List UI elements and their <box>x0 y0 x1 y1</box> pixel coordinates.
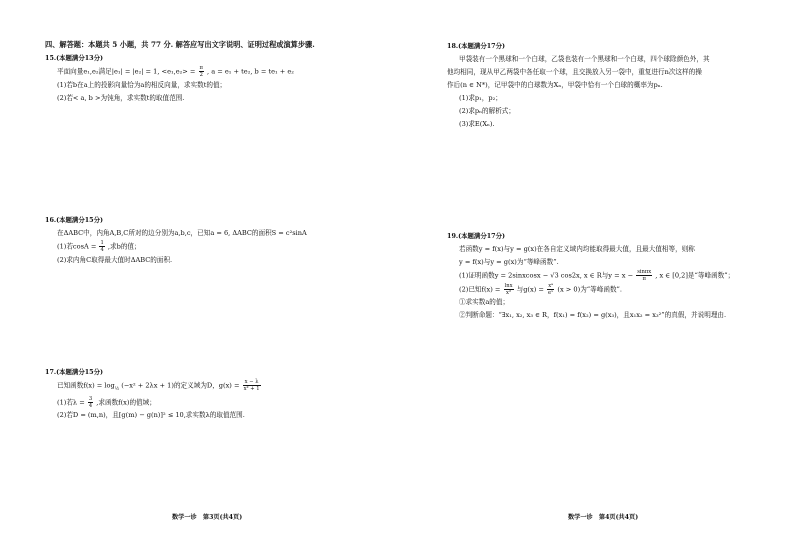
page-footer-right: 数学一诊 第4页(共4页) <box>568 514 639 521</box>
question-17-part1-post: ,求函数f(x)的值域； <box>96 398 156 407</box>
cos-denominator: 4 <box>100 247 104 253</box>
question-15-stem <box>45 65 385 79</box>
question-18-header: 18.(本题满分17分) <box>447 42 506 50</box>
question-19-part1-pre: (1)证明函数y = 2sinxcosx − √3 cos2x, x ∈ R与y = x − <box>459 271 634 280</box>
question-15-stem-tail: , a = e₁ + te₂, b = te₁ + e₂ <box>207 67 294 76</box>
sin-numerator: sinπx <box>637 269 652 275</box>
question-19-part2-mid: 与g(x) = <box>516 285 544 293</box>
g-numerator: x − λ <box>243 379 261 386</box>
question-18-line1: 甲袋装有一个黑球和一个白球，乙袋也装有一个黑球和一个白球，四个球除颜色外，其 <box>459 55 710 63</box>
f-fraction <box>504 283 514 296</box>
angle-fraction <box>199 65 204 78</box>
cos-numerator: 1 <box>100 240 104 246</box>
right-page <box>400 0 800 549</box>
question-19 <box>447 230 787 322</box>
question-16-header: 16.(本题满分15分) <box>45 216 104 224</box>
sin-fraction <box>636 269 652 282</box>
question-19-part2-post: (x > 0)为“等峰函数”. <box>557 285 623 293</box>
question-15-part2: (2)若< a, b >为钝角，求实数t的取值范围. <box>57 93 185 102</box>
question-16-part2: (2)求内角C取得最大值时ΔABC的面积. <box>57 255 173 264</box>
g2-fraction <box>547 283 554 296</box>
angle-denominator: 2 <box>199 72 203 78</box>
question-16-stem: 在ΔABC中，内角A,B,C所对的边分别为a,b,c，已知a = 6, ΔABC的面积S = c²sinA <box>57 229 307 237</box>
g-fraction <box>243 379 261 392</box>
question-15-part1: (1)若b在a上的投影向量恰为a的相反向量，求实数t的值； <box>57 80 227 89</box>
g2-numerator: xᵃ <box>548 282 554 289</box>
question-19-stem1: 若函数y = f(x)与y = g(x)在各自定义域内均能取得最大值，且最大值相等，则称 <box>459 245 695 253</box>
question-16-part1-pre: (1)若cosA = <box>57 242 97 251</box>
question-16-part1 <box>45 240 385 254</box>
question-17-part1-pre: (1)若λ = <box>57 398 85 407</box>
question-18-line2: 他均相同，现从甲乙两袋中各任取一个球，且交换放入另一袋中，重复进行n次这样的操 <box>447 68 702 76</box>
question-17-header: 17.(本题满分15分) <box>45 368 104 376</box>
question-15-header: 15.(本题满分13分) <box>45 54 104 62</box>
question-19-part1-post: , x ∈ [0,2]是“等峰函数”； <box>655 271 735 280</box>
log-base: ½ <box>114 386 120 392</box>
question-18-part1: (1)求p₁，p₂； <box>459 94 502 102</box>
sin-denominator: π <box>642 276 646 282</box>
question-18-part3: (3)求E(Xₙ). <box>459 120 495 128</box>
cos-fraction <box>99 240 104 253</box>
page-footer-left: 数学一诊 第3页(共4页) <box>172 514 243 521</box>
question-16 <box>45 214 385 267</box>
g2-denominator: eˣ <box>548 289 554 296</box>
question-18-line3: 作后(n ∈ N*)，记甲袋中的白球数为Xₙ，甲袋中恰有一个白球的概率为pₙ. <box>447 81 663 89</box>
question-19-part2 <box>447 283 787 297</box>
question-16-part1-post: ,求b的值； <box>107 242 141 251</box>
lambda-fraction <box>88 396 93 409</box>
question-19-part2-pre: (2)已知f(x) = <box>459 285 501 293</box>
question-17-stem-pre: 已知函数f(x) = log <box>57 381 115 390</box>
lambda-numerator: 3 <box>88 395 93 402</box>
question-19-part1 <box>447 269 787 283</box>
section-title: 四、解答题：本题共 5 小题，共 77 分. 解答应写出文字说明、证明过程或演算步骤. <box>45 40 315 49</box>
angle-numerator: π <box>199 65 203 71</box>
question-17-part1 <box>45 396 385 410</box>
f-denominator: x² <box>506 289 512 296</box>
question-18 <box>447 40 787 131</box>
question-15-stem-text: 平面向量e₁,e₂满足|e₁| = |e₂| = 1, <e₁,e₂> = <box>57 67 196 76</box>
question-19-header: 19.(本题满分17分) <box>447 232 506 240</box>
question-17-part2: (2)若D = (m,n)，且[g(m) − g(n)]² ≤ 10,求实数λ的取值范围. <box>57 411 245 420</box>
g-denominator: x² + 1 <box>243 386 260 392</box>
question-19-sub1: ①求实数a的值； <box>459 298 510 306</box>
lambda-denominator: 4 <box>88 402 93 409</box>
question-17 <box>45 366 385 422</box>
question-17-stem <box>45 379 385 396</box>
question-18-part2: (2)求pₙ的解析式； <box>459 107 515 115</box>
question-19-stem2: y = f(x)与y = g(x)为“等峰函数”. <box>459 258 559 266</box>
question-15 <box>45 52 385 105</box>
question-17-stem-mid: (−x² + 2λx + 1)的定义域为D，g(x) = <box>121 381 240 390</box>
question-19-sub2: ②判断命题：“∃x₁, x₂, x₃ ∈ R，f(x₁) = f(x₂) = g(x₃)，且x₁x₂ = x₃²”的真假，并说明理由. <box>459 311 727 319</box>
f-numerator: lnx <box>504 282 513 289</box>
